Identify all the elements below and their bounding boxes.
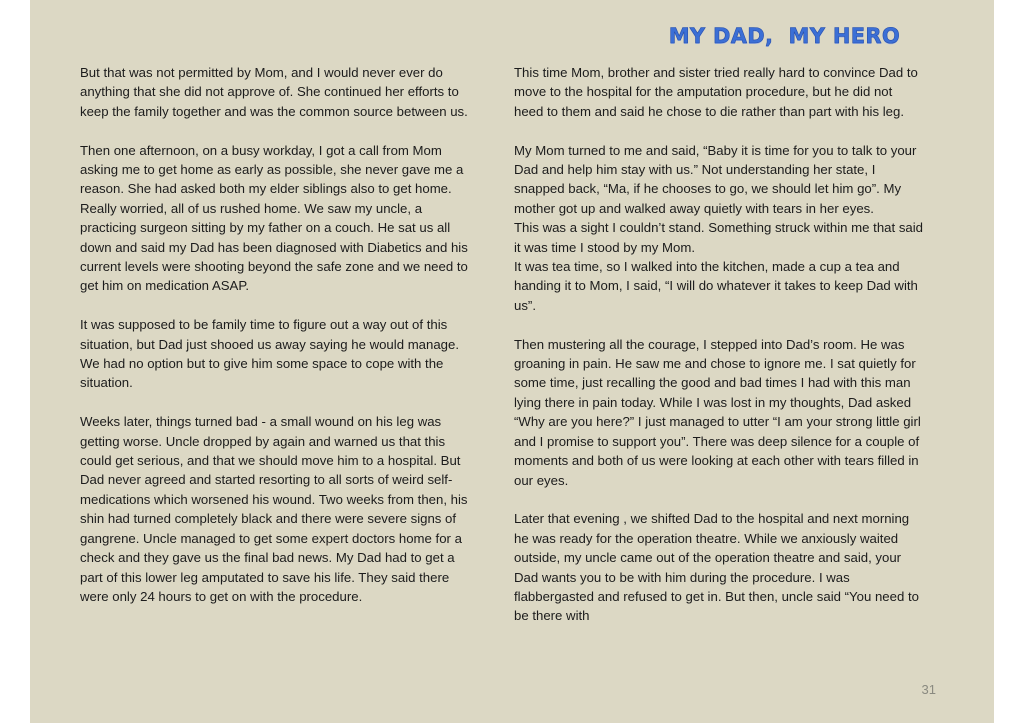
paragraph: Later that evening , we shifted Dad to the hospital and next morning he was ready for the operation theatre. While we anxiously waited outside, my uncle came out of the operation theatre and said, your Dad wants you to be with him during the procedure. I was flabbergasted and refused to get in. But then, uncle said “You need to be there with (514, 511, 919, 624)
paragraph: But that was not permitted by Mom, and I would never ever do anything that she did not approve of. She continued her efforts to keep the family together and was the common source between us. (80, 65, 468, 119)
page-title: MY DAD, MY HERO (668, 24, 900, 48)
paragraph: Then one afternoon, on a busy workday, I got a call from Mom asking me to get home as early as possible, she never gave me a reason. She had asked both my elder siblings also to get home. Really worried, all of us rushed home. We saw my uncle, a practicing surgeon sitting by my father on a couch. He sat us all down and said my Dad has been diagnosed with Diabetics and his current levels were shooting beyond the safe zone and we need to get him on medication ASAP. (80, 142, 468, 294)
paragraph: This time Mom, brother and sister tried really hard to convince Dad to move to the hospital for the amputation procedure, but he did not heed to them and said he chose to die rather than part with his leg. (514, 65, 918, 119)
paragraph: It was tea time, so I walked into the kitchen, made a cup a tea and handing it to Mom, I said, “I will do whatever it takes to keep Dad with us”. (514, 259, 918, 313)
right-column (514, 63, 924, 645)
paragraph: It was supposed to be family time to figure out a way out of this situation, but Dad just shooed us away saying he would manage. We had no option but to give him some space to cope with the situation. (80, 317, 460, 391)
paragraph: Then mustering all the courage, I stepped into Dad’s room. He was groaning in pain. He saw me and chose to ignore me. I sat quietly for some time, just recalling the good and bad times I had with this man lying there in pain today. While I was lost in my thoughts, Dad asked “Why are you here?” I just managed to utter “I am your strong little girl and I promise to support you”. There was deep silence for a couple of moments and both of us were looking at each other with tears filled in our eyes. (514, 336, 921, 488)
paragraph: Weeks later, things turned bad - a small wound on his leg was getting worse. Uncle dropped by again and warned us that this could get serious, and that we should move him to a hospital. But Dad never agreed and started resorting to all sorts of weird self-medications which worsened his wound. Two weeks from then, his shin had turned completely black and there were severe signs of gangrene. Uncle managed to get some expert doctors home for a check and they gave us the final bad news. My Dad had to get a part of this lower leg amputated to save his life. They said there were only 24 hours to get on with the procedure. (80, 414, 468, 604)
page (30, 0, 994, 723)
page-number: 31 (921, 682, 936, 697)
left-column (80, 63, 480, 626)
paragraph: My Mom turned to me and said, “Baby it is time for you to talk to your Dad and help him stay with us.” Not understanding her state, I snapped back, “Ma, if he chooses to go, we should let him go”. My mother got up and walked away quietly with tears in her eyes. (514, 142, 917, 216)
paragraph: This was a sight I couldn’t stand. Something struck within me that said it was time I stood by my Mom. (514, 220, 924, 255)
